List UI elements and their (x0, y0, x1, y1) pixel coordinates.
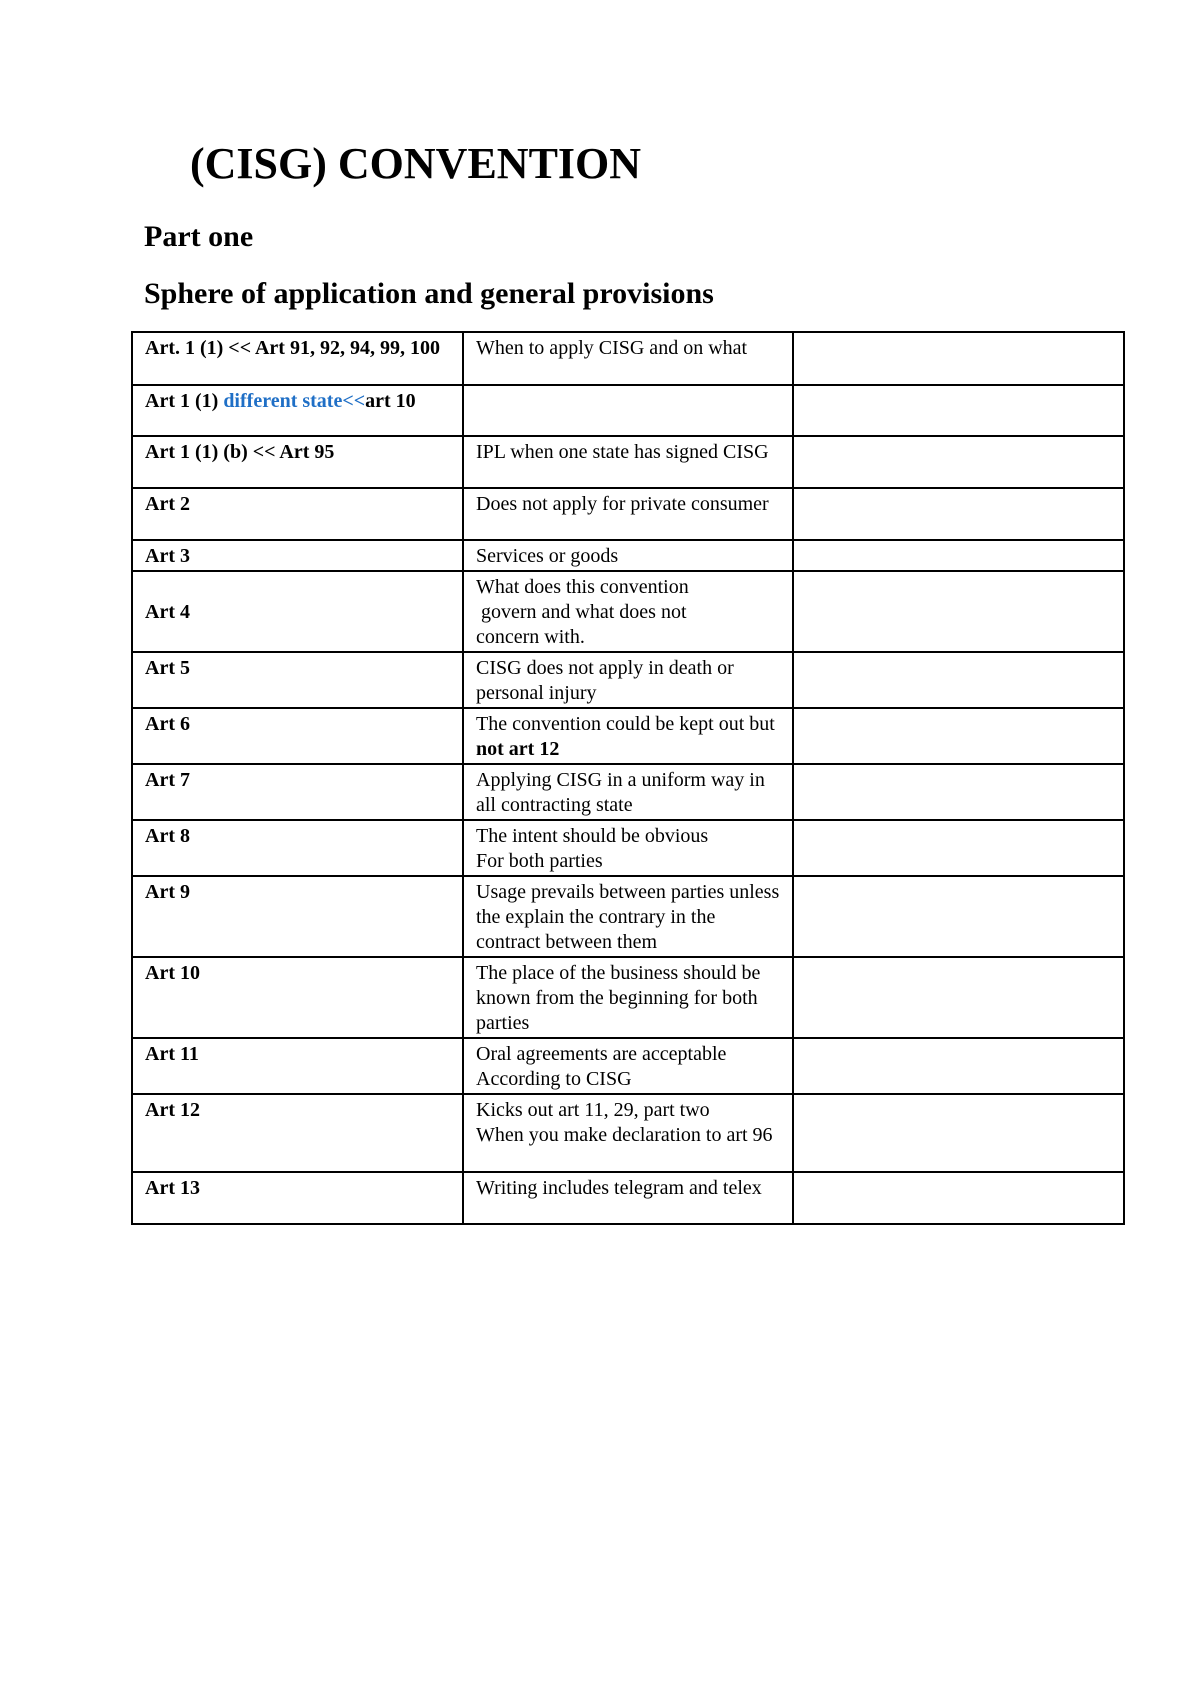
article-cell: Art 13 (132, 1172, 463, 1224)
article-highlight: different state<< (223, 390, 366, 412)
description-line: Oral agreements are acceptable (476, 1043, 727, 1065)
description-cell: Services or goods (463, 540, 793, 571)
description-cell (463, 708, 793, 764)
table-row (132, 820, 1124, 876)
notes-cell (793, 708, 1124, 764)
table-row (132, 488, 1124, 540)
notes-cell (793, 332, 1124, 385)
description-line: According to CISG (476, 1068, 632, 1090)
description-line: When you make declaration to art 96 (476, 1124, 773, 1146)
article-cell: Art 7 (132, 764, 463, 820)
table-row (132, 385, 1124, 436)
description-line: govern and what does not (476, 601, 687, 623)
article-cell: Art 4 (132, 571, 463, 652)
articles-table (131, 331, 1125, 1225)
part-heading: Part one (144, 220, 254, 253)
description-cell: Applying CISG in a uniform way in all contracting state (463, 764, 793, 820)
table-row (132, 332, 1124, 385)
notes-cell (793, 571, 1124, 652)
article-cell: Art 11 (132, 1038, 463, 1094)
notes-cell (793, 820, 1124, 876)
table-row (132, 436, 1124, 488)
description-line: What does this convention (476, 576, 689, 598)
table-row (132, 1094, 1124, 1172)
notes-cell (793, 957, 1124, 1038)
article-cell: Art 3 (132, 540, 463, 571)
notes-cell (793, 1038, 1124, 1094)
table-row (132, 652, 1124, 708)
description-cell (463, 571, 793, 652)
description-line: concern with. (476, 626, 585, 648)
article-cell: Art. 1 (1) << Art 91, 92, 94, 99, 100 (132, 332, 463, 385)
description-line: For both parties (476, 850, 603, 872)
table-row (132, 571, 1124, 652)
description-cell: Writing includes telegram and telex (463, 1172, 793, 1224)
notes-cell (793, 764, 1124, 820)
notes-cell (793, 540, 1124, 571)
description-cell (463, 1094, 793, 1172)
description-cell: Usage prevails between parties unless the explain the contrary in the contract between them (463, 876, 793, 957)
description-cell: Does not apply for private consumer (463, 488, 793, 540)
article-suffix: art 10 (365, 390, 416, 412)
notes-cell (793, 385, 1124, 436)
table-row (132, 540, 1124, 571)
article-cell: Art 2 (132, 488, 463, 540)
table-row (132, 708, 1124, 764)
notes-cell (793, 876, 1124, 957)
table-row (132, 1038, 1124, 1094)
article-cell: Art 8 (132, 820, 463, 876)
article-cell: Art 6 (132, 708, 463, 764)
table-row (132, 876, 1124, 957)
article-cell: Art 9 (132, 876, 463, 957)
description-line: The intent should be obvious (476, 825, 709, 847)
description-cell (463, 385, 793, 436)
notes-cell (793, 1094, 1124, 1172)
description-cell: The place of the business should be known from the beginning for both parties (463, 957, 793, 1038)
notes-cell (793, 1172, 1124, 1224)
table-row (132, 957, 1124, 1038)
table-row (132, 1172, 1124, 1224)
description-cell: IPL when one state has signed CISG (463, 436, 793, 488)
article-prefix: Art 1 (1) (145, 390, 224, 412)
article-cell (132, 385, 463, 436)
description-cell (463, 820, 793, 876)
description-prefix: The convention could be kept out but (476, 713, 775, 735)
notes-cell (793, 436, 1124, 488)
description-cell (463, 1038, 793, 1094)
article-cell: Art 10 (132, 957, 463, 1038)
description-cell: CISG does not apply in death or personal injury (463, 652, 793, 708)
table-row (132, 764, 1124, 820)
section-heading: Sphere of application and general provisions (144, 277, 714, 310)
article-cell: Art 1 (1) (b) << Art 95 (132, 436, 463, 488)
description-emphasis: not art 12 (476, 738, 560, 760)
document-title: (CISG) CONVENTION (190, 139, 642, 188)
article-cell: Art 5 (132, 652, 463, 708)
article-cell: Art 12 (132, 1094, 463, 1172)
description-cell: When to apply CISG and on what (463, 332, 793, 385)
description-line: Kicks out art 11, 29, part two (476, 1099, 710, 1121)
notes-cell (793, 652, 1124, 708)
notes-cell (793, 488, 1124, 540)
